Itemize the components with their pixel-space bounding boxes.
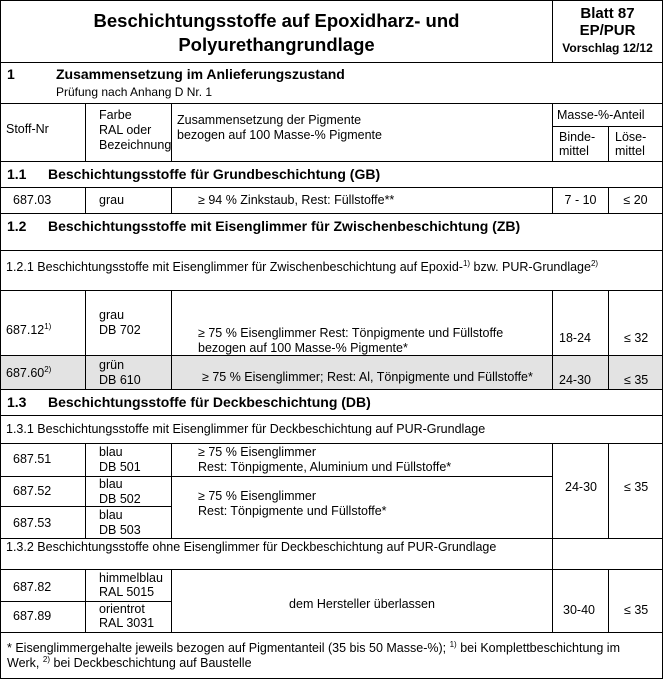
title-line-1: Beschichtungsstoffe auf Epoxidharz- und — [93, 10, 460, 31]
col-bindemittel: Binde- — [559, 130, 596, 144]
col-farbe: Farbe RAL oder Bezeichnung — [85, 104, 171, 161]
subsection-1-3-2: 1.3.2 Beschichtungsstoffe ohne Eisenglimmer für Deckbeschichtung auf PUR-Grundlage — [1, 538, 662, 569]
sheet-proposal: Vorschlag 12/12 — [562, 41, 653, 55]
document-header — [1, 1, 662, 62]
section-1-2-heading: 1.2 Beschichtungsstoffe mit Eisenglimmer für Zwischenbeschichtung (ZB) — [1, 213, 662, 250]
title-block — [1, 1, 552, 62]
section-1-subtitle: Prüfung nach Anhang D Nr. 1 — [56, 85, 213, 99]
table-row: 687.53 — [13, 516, 52, 530]
table-row: 687.89 — [13, 609, 52, 623]
table-row: 687.82 — [13, 580, 52, 594]
col-stoff-nr: Stoff-Nr — [6, 122, 49, 136]
footnote: * Eisenglimmergehalte jeweils bezogen auf Pigmentanteil (35 bis 50 Masse-%); $^{1)}$ bei Komplettbeschichtung im Werk, $^{2)}$ bei Deckbeschichtung auf Baustelle — [1, 632, 662, 678]
table-row: 687.60$^{2)}$ grün DB 610 ≥ 75 % Eisenglimmer; Rest: Al, Tönpigmente und Füllstoffe* 24-30 ≤ 35 — [1, 355, 662, 389]
table-block-1-3-2: 687.82 687.89 himmelblau RAL 5015 orientrot RAL 3031 dem Hersteller überlassen 30-40 ≤ 35 — [1, 569, 662, 632]
section-1-number: 1 — [7, 66, 15, 82]
section-1-heading — [1, 62, 662, 103]
section-1-1-heading: 1.1 Beschichtungsstoffe für Grundbeschichtung (GB) — [1, 161, 662, 187]
table-row: 687.12$^{1)}$ grau DB 702 ≥ 75 % Eisenglimmer Rest: Tönpigmente und Füllstoffe bezogen auf 100 Masse-% Pigmente* 18-24 ≤ 32 — [1, 290, 662, 355]
col-masse-anteil: Masse-%-Anteil Binde- mittel Löse- mittel — [552, 104, 662, 161]
subsection-1-2-1: 1.2.1 Beschichtungsstoffe mit Eisenglimmer für Zwischenbeschichtung auf Epoxid-$^{1)}$ bzw. PUR-Grundlage$^{2)}$ — [1, 250, 662, 290]
sheet-info — [552, 1, 662, 62]
table-row: 687.52 — [13, 484, 52, 498]
section-1-3-heading: 1.3 Beschichtungsstoffe für Deckbeschichtung (DB) — [1, 389, 662, 415]
table-block-1-3-1: 687.51 687.52 687.53 blau DB 501 blau DB 502 blau DB 503 ≥ 75 % Eisenglimmer Rest: Tönpigmente, Aluminium und Füllstoffe* ≥ 75 % Eisenglimmer Rest: Tönpigmente und Füllstoffe* 24-30 ≤ 35 — [1, 443, 662, 538]
subsection-1-3-1: 1.3.1 Beschichtungsstoffe mit Eisenglimmer für Deckbeschichtung auf PUR-Grundlage — [1, 415, 662, 443]
title-line-2: Polyurethangrundlage — [178, 34, 375, 55]
sheet-type: EP/PUR — [579, 22, 636, 39]
table-row: 687.03 grau ≥ 94 % Zinkstaub, Rest: Füllstoffe** 7 - 10 ≤ 20 — [1, 187, 662, 213]
table-row: 687.51 — [13, 452, 52, 466]
column-headers — [1, 103, 662, 161]
col-loesemittel: Löse- — [615, 130, 647, 144]
col-zusammensetzung: Zusammensetzung der Pigmente bezogen auf 100 Masse-% Pigmente — [171, 104, 552, 161]
section-1-title: Zusammensetzung im Anlieferungszustand — [56, 66, 345, 82]
sheet-number: Blatt 87 — [580, 5, 635, 22]
